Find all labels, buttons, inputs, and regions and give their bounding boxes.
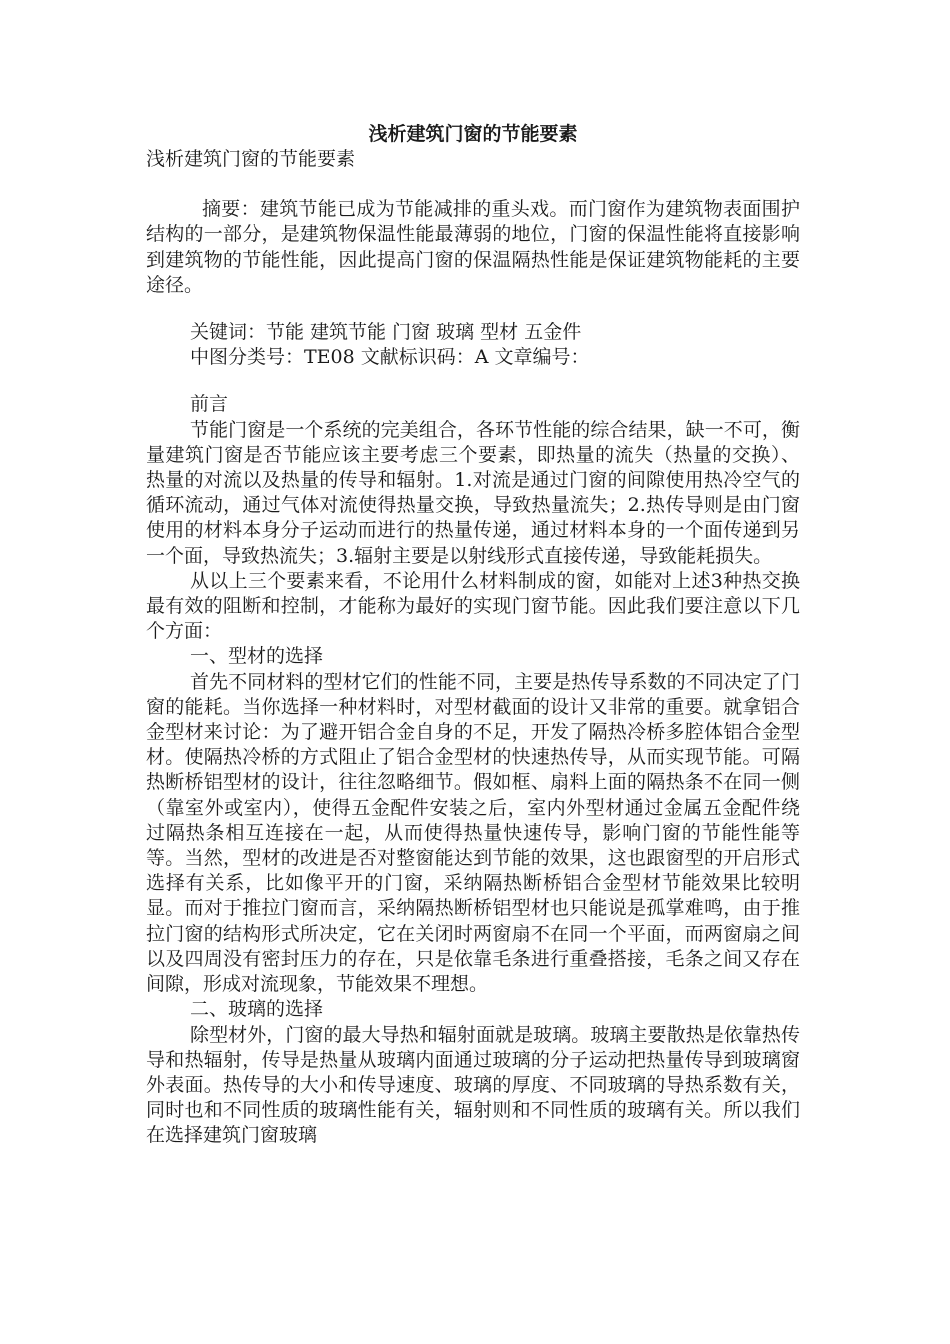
preface-paragraph-1: 节能门窗是一个系统的完美组合，各环节性能的综合结果，缺一不可，衡量建筑门窗是否节能应该主要考虑三个要素，即热量的流失（热量的交换）、热量的对流以及热量的传导和辐射。1.对流是通过门窗的间隙使用热冷空气的循环流动，通过气体对流使得热量交换，导致热量流失；2.热传导则是由门窗使用的材料本身分子运动而进行的热量传递，通过材料本身的一个面传递到另一个面，导致热流失；3.辐射主要是以射线形式直接传递，导致能耗损失。 [146,418,800,567]
abstract-paragraph: 摘要：建筑节能已成为节能减排的重头戏。而门窗作为建筑物表面围护结构的一部分，是建筑物保温性能最薄弱的地位，门窗的保温性能将直接影响到建筑物的节能性能，因此提高门窗的保温隔热性能是保证建筑物能耗的主要途径。 [146,198,800,296]
section-1-heading: 一、型材的选择 [190,645,324,668]
document-body [146,122,800,1149]
classification-line: 中图分类号：TE08 文献标识码：A 文章编号： [190,346,590,369]
section-2-heading: 二、玻璃的选择 [190,998,324,1021]
preface-heading: 前言 [190,393,229,416]
spacer [146,298,800,320]
spacer [146,370,800,392]
section-1-paragraph: 首先不同材料的型材它们的性能不同，主要是热传导系数的不同决定了门窗的能耗。当你选择一种材料时，对型材截面的设计又非常的重要。就拿铝合金型材来讨论：为了避开铝合金自身的不足，开发了隔热冷桥多腔体铝合金型材。使隔热冷桥的方式阻止了铝合金型材的快速热传导，从而实现节能。可隔热断桥铝型材的设计，往往忽略细节。假如框、扇料上面的隔热条不在同一侧（靠室外或室内），使得五金配件安装之后，室内外型材通过金属五金配件绕过隔热条相互连接在一起，从而使得热量快速传导，影响门窗的节能性能等等。当然，型材的改进是否对整窗能达到节能的效果，这也跟窗型的开启形式选择有关系，比如像平开的门窗，采纳隔热断桥铝合金型材节能效果比较明显。而对于推拉门窗而言，采纳隔热断桥铝型材也只能说是孤掌难鸣，由于推拉门窗的结构形式所决定，它在关闭时两窗扇不在同一个平面，而两窗扇之间以及四周没有密封压力的存在，只是依靠毛条进行重叠搭接，毛条之间又存在间隙，形成对流现象，节能效果不理想。 [146,670,800,996]
keywords-line: 关键词：节能 建筑节能 门窗 玻璃 型材 五金件 [190,321,582,344]
preface-paragraph-2: 从以上三个要素来看，不论用什么材料制成的窗，如能对上述3种热交换最有效的阻断和控制，才能称为最好的实现门窗节能。因此我们要注意以下几个方面： [146,569,800,643]
document-subtitle: 浅析建筑门窗的节能要素 [146,148,356,170]
document-title: 浅析建筑门窗的节能要素 [368,123,578,145]
section-2-paragraph: 除型材外，门窗的最大导热和辐射面就是玻璃。玻璃主要散热是依靠热传导和热辐射，传导是热量从玻璃内面通过玻璃的分子运动把热量传导到玻璃窗外表面。热传导的大小和传导速度、玻璃的厚度、不同玻璃的导热系数有关，同时也和不同性质的玻璃性能有关，辐射则和不同性质的玻璃有关。所以我们在选择建筑门窗玻璃 [146,1023,800,1147]
spacer [146,172,800,197]
